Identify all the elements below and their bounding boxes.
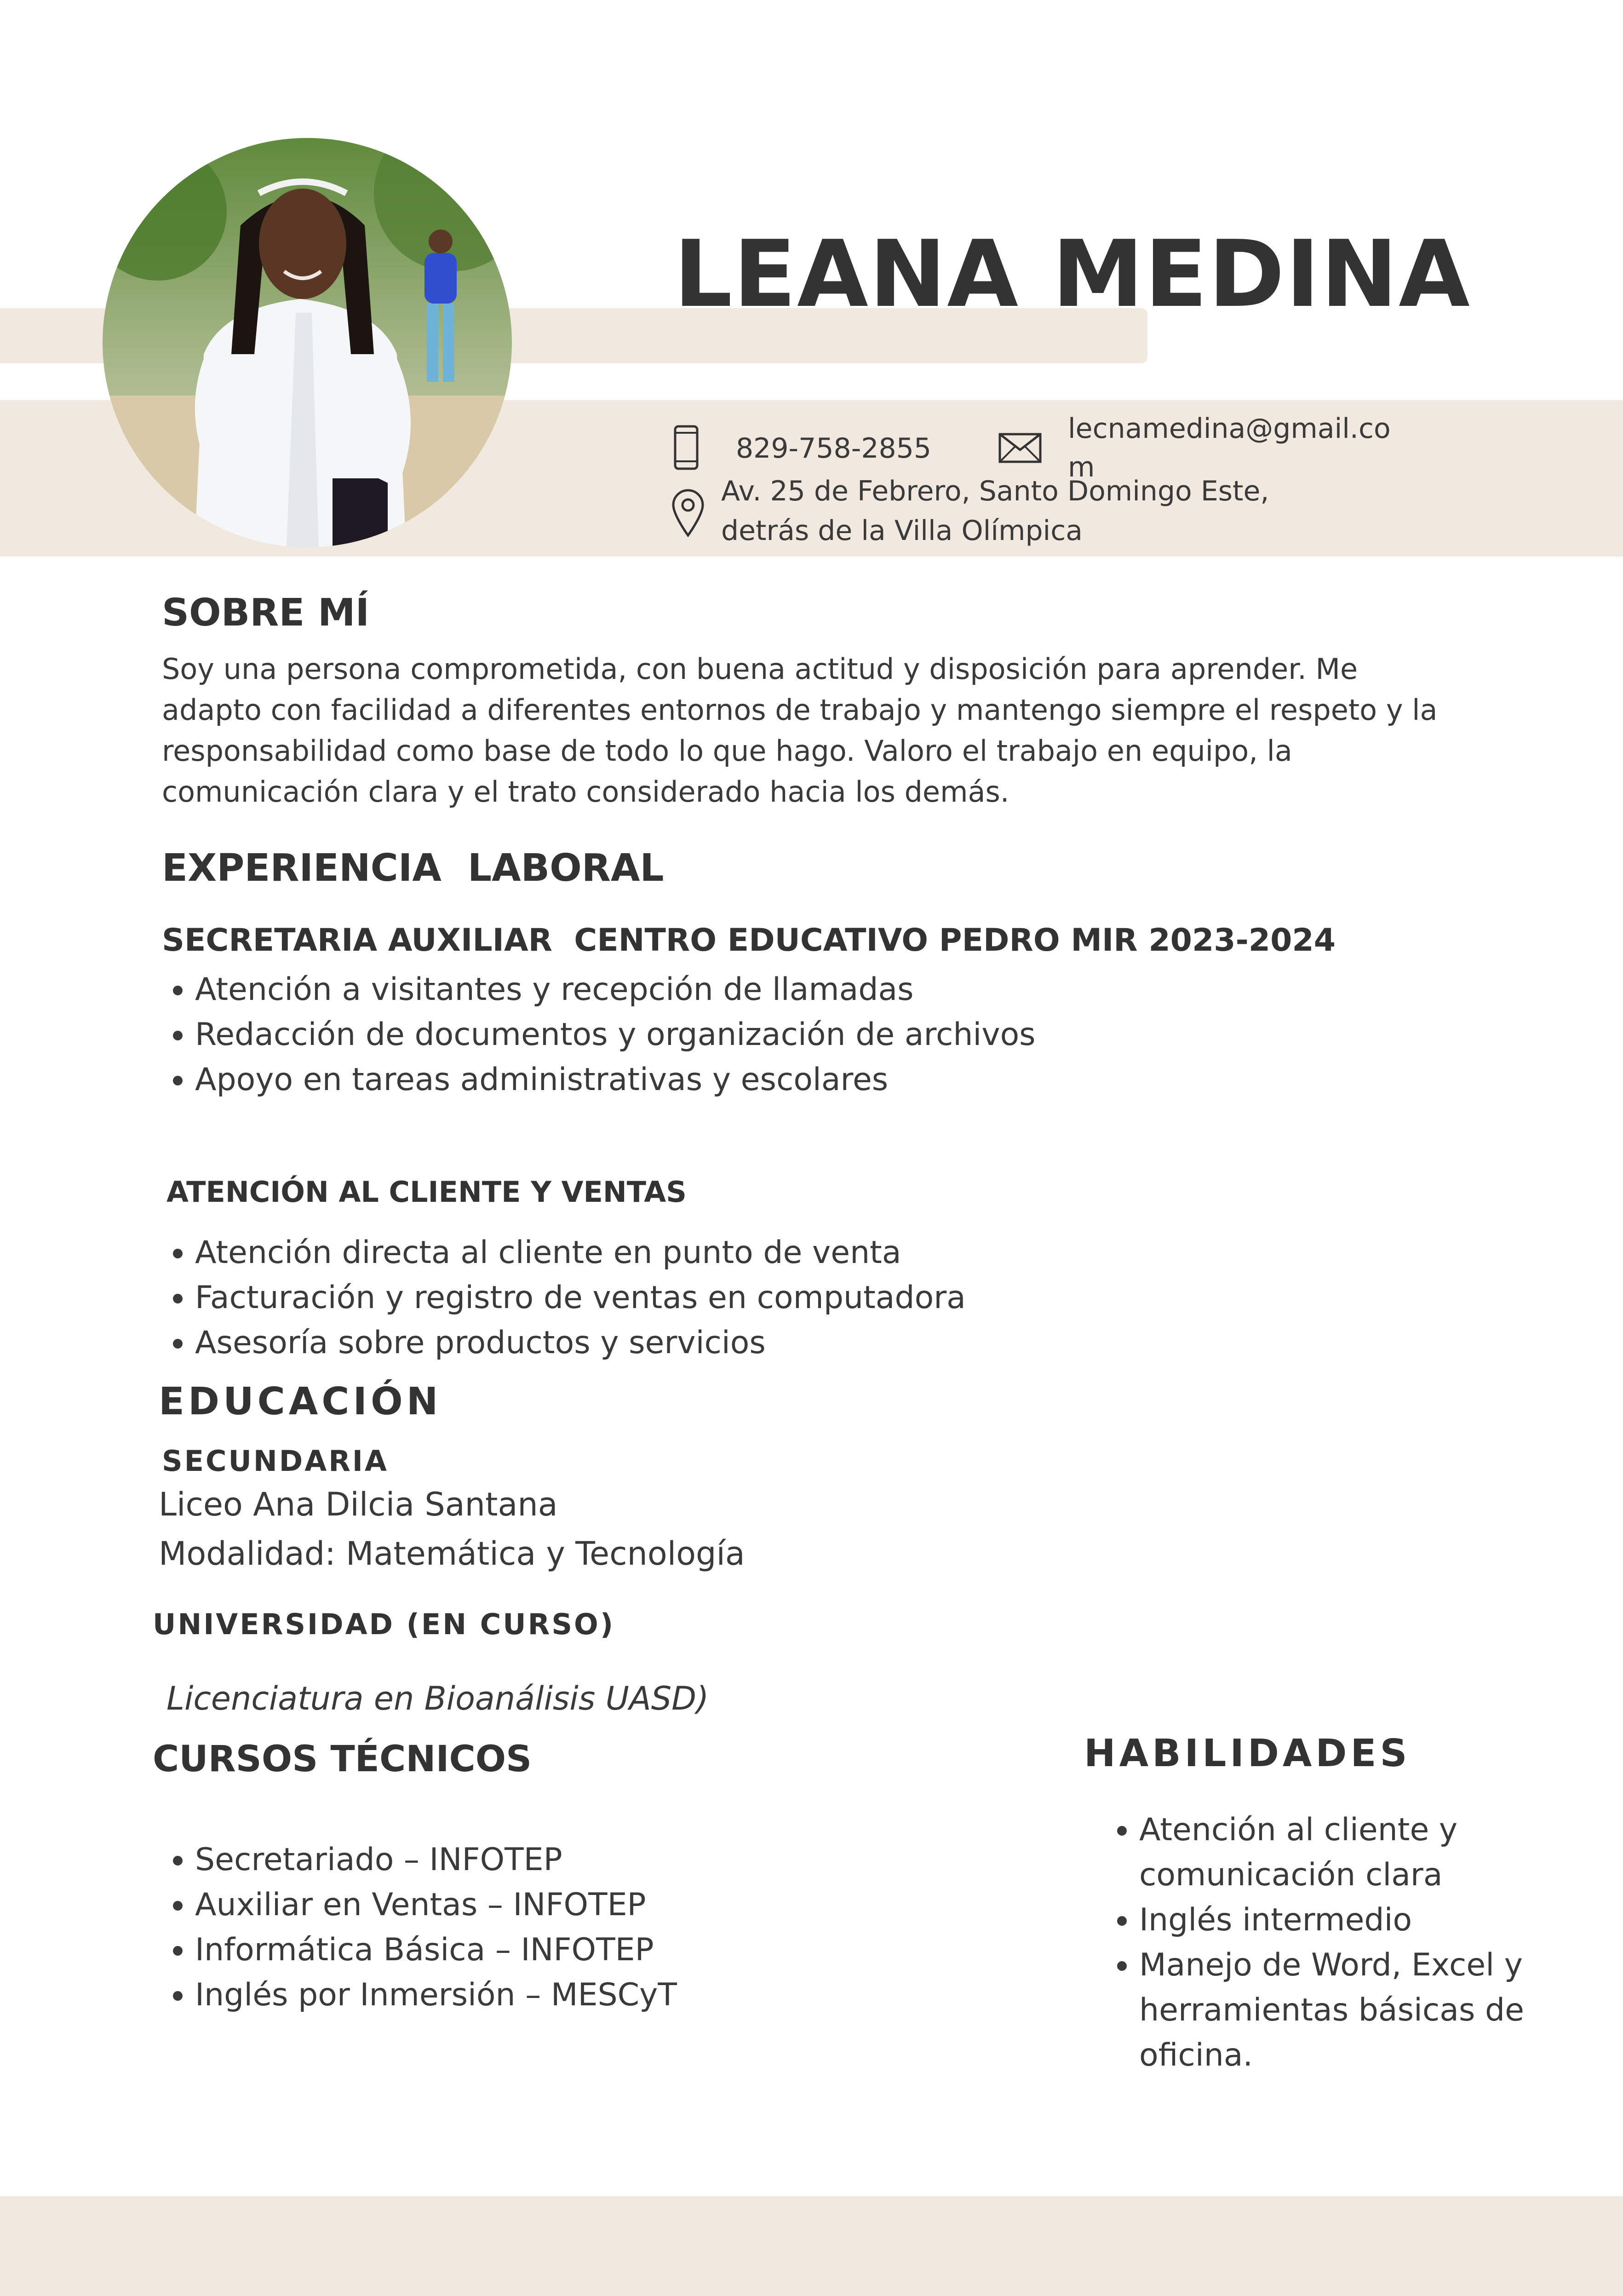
job-duties-list	[162, 1230, 1299, 1366]
university-detail: Licenciatura en Bioanálisis UASD)	[166, 1680, 709, 1717]
secondary-school: Liceo Ana Dilcia Santana	[159, 1486, 558, 1523]
phone-number[interactable]: 829-758-2855	[736, 432, 932, 465]
secondary-title: SECUNDARIA	[162, 1444, 389, 1478]
experience-heading: EXPERIENCIA LABORAL	[162, 846, 664, 890]
mail-icon	[998, 432, 1042, 464]
university-title: UNIVERSIDAD (EN CURSO)	[153, 1607, 615, 1641]
list-item: • Inglés intermedio	[1139, 1898, 1590, 1943]
job-duties-list	[162, 967, 1299, 1102]
address: Av. 25 de Febrero, Santo Domingo Este, detrás de la Villa Olímpica	[721, 475, 1269, 547]
courses-list	[162, 1837, 1023, 2018]
list-item: • Asesoría sobre productos y servicios	[195, 1320, 1299, 1366]
list-item: • Atención al cliente y comunicación clara	[1139, 1808, 1590, 1898]
list-item: • Atención directa al cliente en punto de venta	[195, 1230, 1299, 1275]
list-item: • Secretariado – INFOTEP	[195, 1837, 1023, 1883]
phone-icon	[672, 425, 700, 471]
about-text: Soy una persona comprometida, con buena actitud y disposición para aprender. Me adapto con facilidad a diferentes entornos de trabajo y mantengo siempre el respeto y la responsabilidad como base de todo lo que hago. Valoro el trabajo en equipo, la comunicación clara y el trato considerado hacia los demás.	[162, 652, 1438, 809]
education-heading: EDUCACIÓN	[159, 1380, 442, 1424]
list-item: • Manejo de Word, Excel y herramientas básicas de oficina.	[1139, 1943, 1590, 2078]
list-item: • Auxiliar en Ventas – INFOTEP	[195, 1883, 1023, 1928]
about-heading: SOBRE MÍ	[162, 591, 370, 635]
list-item: • Redacción de documentos y organización de archivos	[195, 1012, 1299, 1057]
secondary-modality: Modalidad: Matemática y Tecnología	[159, 1535, 745, 1573]
list-item: • Atención a visitantes y recepción de llamadas	[195, 967, 1299, 1012]
email-address[interactable]: lecnamedina@gmail.com	[1068, 413, 1391, 483]
courses-heading: CURSOS TÉCNICOS	[153, 1739, 532, 1780]
job-title: SECRETARIA AUXILIAR CENTRO EDUCATIVO PEDRO MIR 2023-2024	[162, 922, 1336, 959]
job-title: ATENCIÓN AL CLIENTE Y VENTAS	[166, 1175, 687, 1209]
location-pin-icon	[671, 488, 705, 537]
list-item: • Inglés por Inmersión – MESCyT	[195, 1973, 1023, 2018]
footer-band	[0, 2196, 1623, 2296]
candidate-name: LEANA MEDINA	[674, 221, 1471, 328]
list-item: • Facturación y registro de ventas en computadora	[195, 1275, 1299, 1320]
skills-heading: HABILIDADES	[1084, 1732, 1411, 1775]
skills-list	[1106, 1808, 1590, 2078]
list-item: • Informática Básica – INFOTEP	[195, 1928, 1023, 1973]
list-item: • Apoyo en tareas administrativas y escolares	[195, 1057, 1299, 1102]
profile-photo	[103, 138, 512, 547]
